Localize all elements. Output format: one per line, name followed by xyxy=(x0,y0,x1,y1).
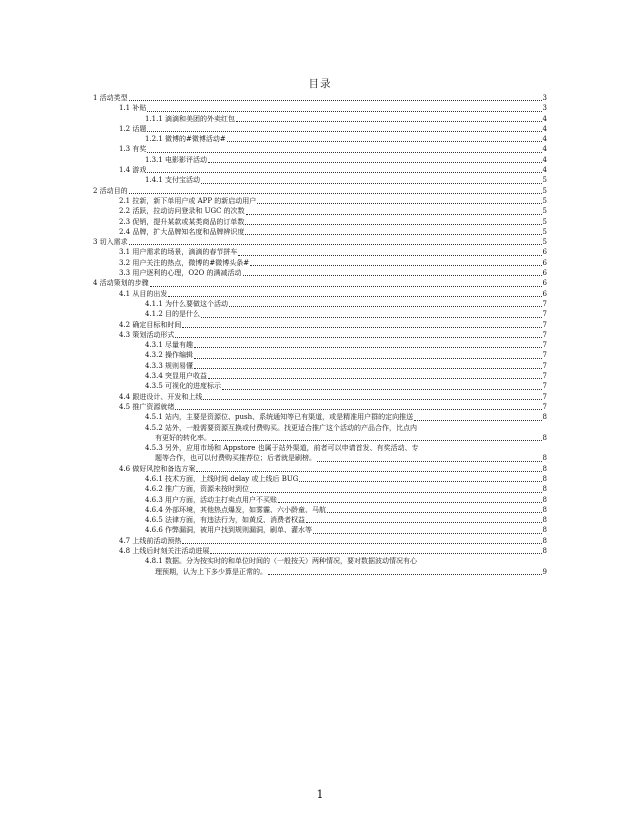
dot-leader xyxy=(212,440,542,441)
toc-entry[interactable] xyxy=(93,155,547,165)
toc-entry-text: 1.1 补贴 xyxy=(119,104,147,113)
dot-leader xyxy=(327,512,541,513)
toc-entry-text: 4.6.6 作弊漏洞，被用户找到规则漏洞，刷单、灌水等 xyxy=(145,526,313,535)
toc-entry-page: 8 xyxy=(542,485,547,494)
toc-entry-text: 1.2 话题 xyxy=(119,124,147,133)
dot-leader xyxy=(203,399,541,400)
toc-entry[interactable] xyxy=(93,227,547,237)
toc-entry-page: 5 xyxy=(542,207,547,216)
toc-entry-text: 2.3 促销，提升某款或某类商品的订单数 xyxy=(119,217,245,226)
toc-entry-text: 1.3 有奖 xyxy=(119,145,147,154)
toc-entry[interactable] xyxy=(93,464,547,474)
toc-entry[interactable] xyxy=(93,536,547,546)
toc-entry-text-cont: 理预期，认为上下多少算是正常的。 xyxy=(155,567,267,576)
toc-entry-text: 4.3 策划活动形式 xyxy=(119,330,175,339)
toc-entry[interactable] xyxy=(93,175,547,185)
toc-entry-page: 7 xyxy=(542,361,547,370)
dot-leader xyxy=(268,574,542,575)
toc-entry[interactable] xyxy=(93,124,547,134)
toc-entry-page: 8 xyxy=(542,464,547,473)
toc-entry-page: 7 xyxy=(542,392,547,401)
dot-leader xyxy=(245,234,541,235)
toc-entry-text: 4.3.4 突显用户收益 xyxy=(145,372,208,381)
toc-entry[interactable] xyxy=(93,412,547,422)
toc-entry[interactable] xyxy=(93,381,547,391)
toc-entry-page: 6 xyxy=(542,248,547,257)
dot-leader xyxy=(201,183,541,184)
toc-entry[interactable] xyxy=(93,340,547,350)
toc-entry-text: 1.1.1 滴滴和美团的外卖红包 xyxy=(145,114,236,123)
dot-leader xyxy=(129,100,542,101)
toc-entry[interactable] xyxy=(93,134,547,144)
toc-entry[interactable] xyxy=(93,474,547,484)
toc-entry[interactable] xyxy=(93,144,547,154)
dot-leader xyxy=(250,492,541,493)
toc-entry-page: 3 xyxy=(542,104,547,113)
toc-entry-text: 1 活动类型 xyxy=(93,94,128,102)
toc-entry[interactable] xyxy=(93,93,547,103)
toc-entry-page: 7 xyxy=(542,299,547,308)
dot-leader xyxy=(210,553,541,554)
dot-leader xyxy=(257,203,541,204)
dot-leader xyxy=(278,502,541,503)
toc-entry-page: 7 xyxy=(542,402,547,411)
toc-entry-page: 6 xyxy=(542,289,547,298)
dot-leader xyxy=(313,533,541,534)
toc-entry-text: 4.8 上线后时刻关注活动进展 xyxy=(119,547,210,556)
toc-entry-text: 4.5.1 站内，主要是资源位、push、系统通知等已有渠道，或是精准用户群的定向推送 xyxy=(145,413,414,422)
dot-leader xyxy=(236,121,541,122)
toc-entry-page: 5 xyxy=(542,196,547,205)
toc-entry-page: 8 xyxy=(542,526,547,535)
dot-leader xyxy=(147,111,541,112)
dot-leader xyxy=(222,389,541,390)
toc-entry-text: 4.5.3 另外，应用市场和 Appstore 也属于站外渠道，前者可以申请首发、有奖活动、专 xyxy=(145,444,419,453)
toc-entry-text: 3.3 用户逐利的心理，O2O 的满减活动 xyxy=(119,269,242,278)
dot-leader xyxy=(317,461,542,462)
toc-entry-page: 4 xyxy=(542,114,547,123)
toc-entry[interactable] xyxy=(93,299,547,309)
toc-entry-text: 4.3.2 操作编辑 xyxy=(145,351,194,360)
dot-leader xyxy=(299,481,541,482)
toc-entry-text: 4.3.3 规则易懂 xyxy=(145,361,194,370)
toc-entry-page: 7 xyxy=(542,372,547,381)
toc-entry[interactable] xyxy=(93,505,547,515)
toc-entry[interactable] xyxy=(93,515,547,525)
dot-leader xyxy=(147,152,541,153)
toc-entry[interactable] xyxy=(93,237,547,247)
toc-entry-text: 1.4.1 支付宝活动 xyxy=(145,176,201,185)
toc-entry-text: 4.1 从目的出发 xyxy=(119,289,168,298)
toc-entry-text: 2 活动目的 xyxy=(93,186,128,195)
toc-entry-text: 4.6.4 外部环境，其他热点爆发，如雾霾、六小龄童、马航 xyxy=(145,505,327,514)
toc-entry-page: 8 xyxy=(542,413,547,422)
toc-entry-text: 4.6.5 法律方面，有违法行为，如黄反、消费者权益 xyxy=(145,516,306,525)
toc-entry[interactable] xyxy=(93,247,547,257)
toc-entry[interactable] xyxy=(93,330,547,340)
toc-entry-text: 4.1.1 为什么要做这个活动 xyxy=(145,299,229,308)
toc-entry[interactable] xyxy=(93,484,547,494)
toc-entry[interactable] xyxy=(93,268,547,278)
toc-entry-page: 4 xyxy=(542,145,547,154)
toc-entry-page: 5 xyxy=(542,217,547,226)
dot-leader xyxy=(175,409,541,410)
dot-leader xyxy=(147,131,541,132)
toc-entry-text: 3 切入需求 xyxy=(93,238,128,247)
dot-leader xyxy=(243,275,542,276)
toc-entry-text-cont: 题等合作，也可以付费购买推荐位；后者就是刷榜。 xyxy=(155,454,316,463)
toc-entry-text: 4.5 推广资源就绪 xyxy=(119,402,175,411)
toc-entry[interactable] xyxy=(93,350,547,360)
toc-entry-page: 4 xyxy=(542,155,547,164)
toc-entry-page: 8 xyxy=(542,454,547,463)
dot-leader xyxy=(250,265,541,266)
toc-entry-page: 4 xyxy=(542,166,547,175)
toc-entry-text: 4.5.2 站外，一般需要资源互换或付费购买。找更适合推广这个活动的产品合作，比点内 xyxy=(145,423,418,432)
toc-entry-page: 5 xyxy=(542,176,547,185)
toc-title: 目录 xyxy=(308,78,332,90)
toc-entry[interactable] xyxy=(93,371,547,381)
toc-entry[interactable] xyxy=(93,186,547,196)
dot-leader xyxy=(414,420,541,421)
toc-entry-page: 4 xyxy=(542,135,547,144)
dot-leader xyxy=(227,141,542,142)
toc-entry[interactable] xyxy=(93,495,547,505)
toc-entry[interactable] xyxy=(93,289,547,299)
toc-entry[interactable] xyxy=(93,402,547,412)
toc-entry-page: 3 xyxy=(542,94,547,102)
toc-entry-multiline[interactable] xyxy=(93,556,547,577)
toc-entry-text: 2.2 活跃，拉动访问登录和 UGC 的次数 xyxy=(119,207,245,216)
toc-entry-text-cont: 有更好的转化率。 xyxy=(155,433,211,442)
toc-entry-page: 7 xyxy=(542,330,547,339)
toc-entry-text: 4.7 上线前活动预热 xyxy=(119,536,182,545)
dot-leader xyxy=(208,162,541,163)
toc-entry-text: 1.4 游戏 xyxy=(119,166,147,175)
toc-entry[interactable] xyxy=(93,217,547,227)
dot-leader xyxy=(129,244,542,245)
toc-entry-multiline[interactable] xyxy=(93,443,547,464)
toc-entry[interactable] xyxy=(93,309,547,319)
toc-entry[interactable] xyxy=(93,114,547,124)
toc-entry[interactable] xyxy=(93,165,547,175)
toc-entry-text: 4.6.1 技术方面，上线时间 delay 或上线后 BUG xyxy=(145,474,299,483)
toc-entry[interactable] xyxy=(93,196,547,206)
dot-leader xyxy=(194,368,541,369)
toc-entry-page: 8 xyxy=(542,433,547,442)
toc-entry-text: 4.3.1 尽量有趣 xyxy=(145,341,194,350)
dot-leader xyxy=(150,286,542,287)
toc-entry-text: 4.6.2 推广方面，资源未按时到位 xyxy=(145,485,250,494)
dot-leader xyxy=(196,471,541,472)
toc-entry[interactable] xyxy=(93,206,547,216)
dot-leader xyxy=(306,522,541,523)
dot-leader xyxy=(238,255,541,256)
toc-entry[interactable] xyxy=(93,103,547,113)
toc-entry-page: 5 xyxy=(542,238,547,247)
dot-leader xyxy=(201,317,541,318)
toc-entry-page: 6 xyxy=(542,279,547,288)
toc-entry-text: 3.2 用户关注的热点，微博的#微博头条# xyxy=(119,258,250,267)
toc-entry-page: 8 xyxy=(542,536,547,545)
toc-entry-text: 4.6.3 用户方面，活动主打卖点用户不买账 xyxy=(145,495,278,504)
dot-leader xyxy=(182,327,541,328)
toc-entry[interactable] xyxy=(93,361,547,371)
toc-entry-text: 4 活动策划的步骤 xyxy=(93,279,149,288)
toc-entry-text: 3.1 用户需求的场景，滴滴的春节拼车 xyxy=(119,248,238,257)
dot-leader xyxy=(168,296,541,297)
toc-entry[interactable] xyxy=(93,525,547,535)
page-number: 1 xyxy=(316,788,324,801)
toc-entry-page: 7 xyxy=(542,320,547,329)
toc-entry-text: 1.3.1 电影影评活动 xyxy=(145,155,208,164)
toc-entry[interactable] xyxy=(93,320,547,330)
dot-leader xyxy=(246,214,542,215)
toc-entry-page: 5 xyxy=(542,186,547,195)
toc-entry-multiline[interactable] xyxy=(93,423,547,444)
toc-entry-page: 8 xyxy=(542,505,547,514)
dot-leader xyxy=(194,347,541,348)
dot-leader xyxy=(175,337,541,338)
toc-entry[interactable] xyxy=(93,392,547,402)
toc-entry-text: 4.4 跟进设计、开发和上线 xyxy=(119,392,203,401)
toc-entry-page: 8 xyxy=(542,516,547,525)
toc-entry-page: 4 xyxy=(542,124,547,133)
toc-entry-page: 8 xyxy=(542,495,547,504)
table-of-contents xyxy=(93,93,547,577)
toc-entry-text: 4.1.2 目的是什么 xyxy=(145,310,201,319)
toc-entry-text: 4.3.5 可视化的进度标示 xyxy=(145,382,222,391)
toc-entry-page: 7 xyxy=(542,341,547,350)
toc-entry-page: 9 xyxy=(542,567,547,576)
toc-entry-page: 6 xyxy=(542,269,547,278)
dot-leader xyxy=(194,358,541,359)
dot-leader xyxy=(208,378,541,379)
toc-entry[interactable] xyxy=(93,546,547,556)
toc-entry-page: 8 xyxy=(542,474,547,483)
dot-leader xyxy=(229,306,541,307)
toc-entry-text: 2.1 拉新，新下单用户或 APP 的新启动用户 xyxy=(119,196,257,205)
toc-entry-text: 2.4 品牌，扩大品牌知名度和品牌辨识度 xyxy=(119,227,245,236)
toc-entry[interactable] xyxy=(93,278,547,288)
toc-entry-text: 4.6 做好风控和备选方案 xyxy=(119,464,196,473)
toc-entry[interactable] xyxy=(93,258,547,268)
toc-entry-text: 4.8.1 数据。分为按实时的和单位时间的（一般按天）两种情况，要对数据波动情况有心 xyxy=(145,557,418,566)
dot-leader xyxy=(129,193,542,194)
toc-entry-text: 4.2 确定目标和时间 xyxy=(119,320,182,329)
toc-entry-page: 5 xyxy=(542,227,547,236)
dot-leader xyxy=(245,224,541,225)
toc-entry-page: 7 xyxy=(542,351,547,360)
toc-entry-page: 7 xyxy=(542,310,547,319)
dot-leader xyxy=(182,543,541,544)
toc-entry-page: 8 xyxy=(542,547,547,556)
toc-entry-page: 6 xyxy=(542,258,547,267)
toc-entry-text: 1.2.1 微博的#微博活动# xyxy=(145,135,226,144)
dot-leader xyxy=(147,172,541,173)
toc-entry-page: 7 xyxy=(542,382,547,391)
